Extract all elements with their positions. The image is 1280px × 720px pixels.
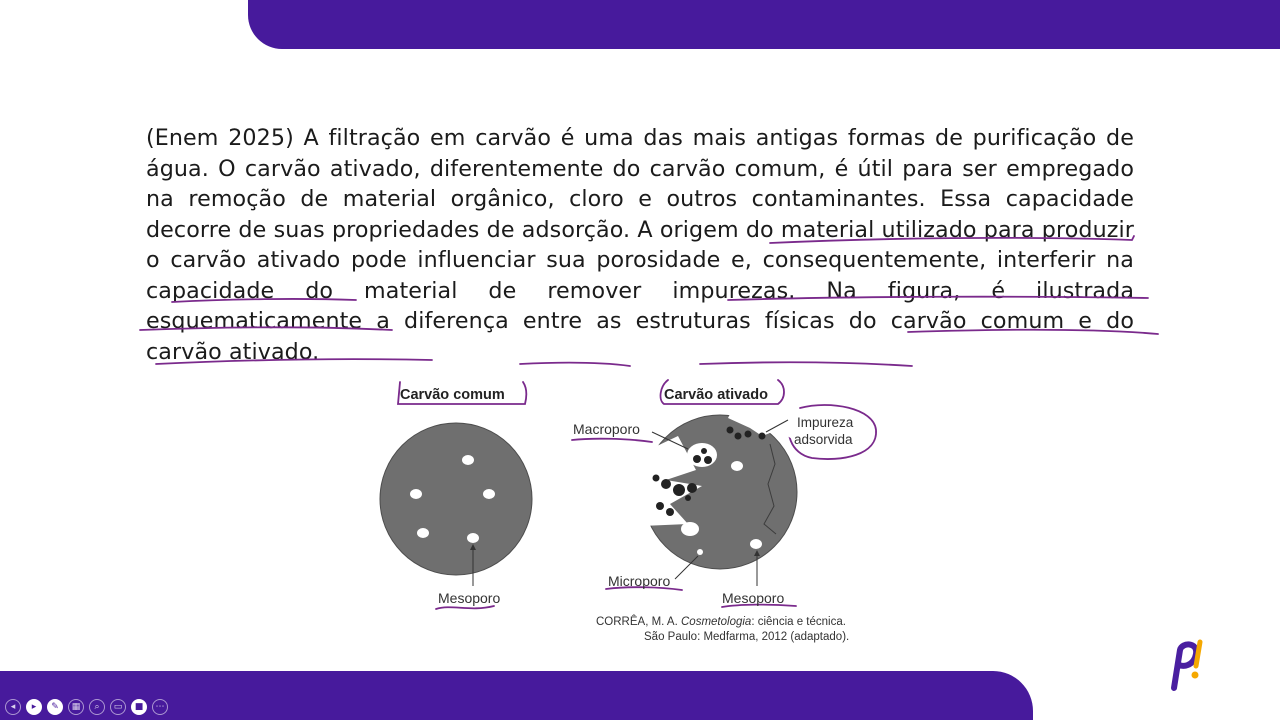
- slides-grid-icon[interactable]: ▦: [68, 699, 84, 715]
- presentation-controls: [5, 697, 168, 717]
- header-bar: [248, 0, 1280, 49]
- impureza-label: Impureza: [797, 415, 854, 430]
- adsorvida-label: adsorvida: [794, 432, 853, 447]
- microporo-label: Microporo: [608, 573, 671, 589]
- mesoporo-right-label: Mesoporo: [722, 590, 785, 606]
- highlight-difference: a diferença entre as estruturas físicas do carvão comum e do carvão ativado: [146, 308, 1135, 365]
- passage-text: e, consequentemente, interferir: [720, 247, 1107, 273]
- common-charcoal-title: Carvão comum: [400, 387, 505, 403]
- pen-tool-icon[interactable]: ✎: [47, 699, 63, 715]
- passage-text: (Enem 2025) A filtração em carvão é uma das mais antigas formas de purificação de água. O carvão ativado, diferentemente do carvão comum, é útil para ser empregado na remoção de material orgânico, cloro e outros contaminantes. Essa capacidade decorre de suas: [146, 125, 1134, 243]
- brand-logo-icon: [1160, 636, 1210, 692]
- next-slide-icon[interactable]: ▸: [26, 699, 42, 715]
- passage-text: . Na figura, é ilustrada esquematicamente: [146, 277, 1135, 334]
- common-charcoal-disk: [380, 423, 532, 575]
- camera-icon[interactable]: ■: [131, 699, 147, 715]
- more-options-icon[interactable]: ⋯: [152, 699, 168, 715]
- question-passage: [146, 123, 1134, 367]
- macroporo-label: Macroporo: [573, 421, 640, 437]
- figure-citation-line2: São Paulo: Medfarma, 2012 (adaptado).: [644, 631, 850, 643]
- prev-slide-icon[interactable]: ◂: [5, 699, 21, 715]
- figure-citation-line1: CORRÊA, M. A. Cosmetologia: ciência e técnica.: [596, 616, 846, 628]
- zoom-icon[interactable]: ⌕: [89, 699, 105, 715]
- mesoporo-label: Mesoporo: [438, 590, 501, 606]
- highlight-adsorption: propriedades de adsorção: [331, 216, 624, 243]
- highlight-capacity: na capacidade do material de remover impurezas: [146, 247, 1134, 304]
- charcoal-figure: [370, 374, 900, 654]
- subtitles-icon[interactable]: ▭: [110, 699, 126, 715]
- highlight-porosity: porosidade: [596, 247, 721, 273]
- passage-text: .: [312, 338, 320, 365]
- passage-text: . A origem do material utilizado para produzir o carvão ativado pode influenciar sua: [146, 216, 1134, 273]
- activated-charcoal-title: Carvão ativado: [664, 387, 768, 403]
